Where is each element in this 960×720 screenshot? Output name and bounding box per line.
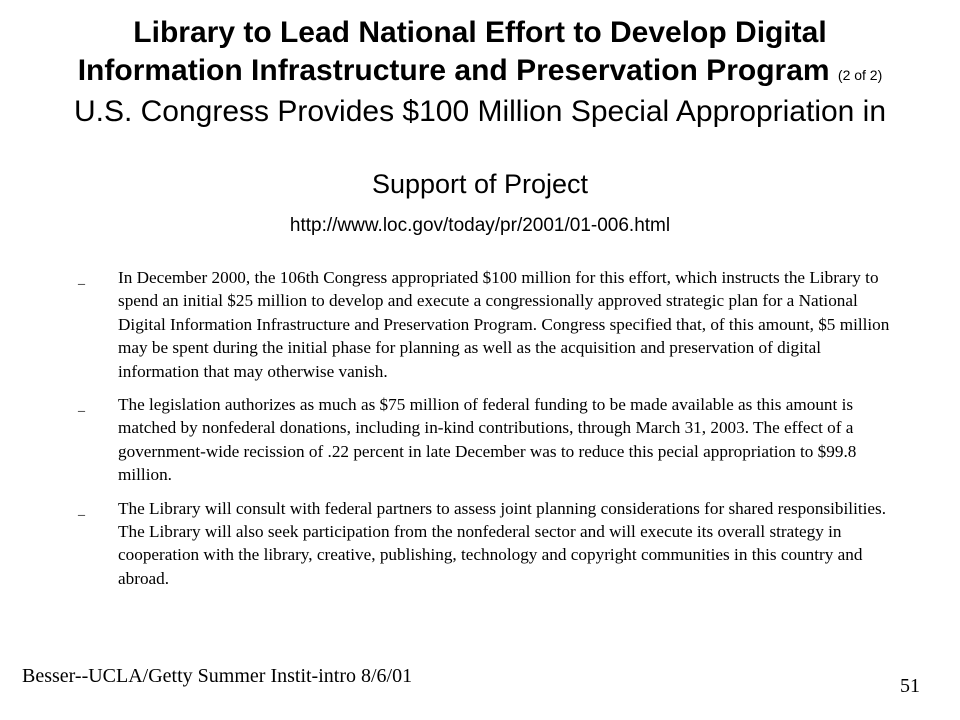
bullet-text: The legislation authorizes as much as $75 million of federal funding to be made available as this amount is matched by nonfederal donations, including in-kind contributions, through March 31, 2003. The effect of a government-wide recission of .22 percent in late December was to reduce this pecial appropriation to $99.8 million. [118,395,857,485]
bullet-item [78,393,898,487]
source-url: http://www.loc.gov/today/pr/2001/01-006.html [289,215,671,236]
bullet-text: In December 2000, the 106th Congress appropriated $100 million for this effort, which instructs the Library to spend an initial $25 million to develop and execute a congressionally approved strategic plan for a National Digital Information Infrastructure and Preservation Program. Congress specified that, of this amount, $5 million may be spent during the initial phase for planning as well as the acquisition and preservation of digital information that may otherwise vanish. [118,268,890,381]
title-line-1: Library to Lead National Effort to Develop Digital [133,16,827,49]
title-note: (2 of 2) [837,67,883,83]
bullet-marker: _ [78,399,85,415]
title-line-2-text: Information Infrastructure and Preservation Program [77,54,830,87]
bullet-item [78,266,898,383]
bullet-text: The Library will consult with federal partners to assess joint planning considerations for shared responsibilities. The Library will also seek participation from the nonfederal sector and will execute its overall strategy in cooperation with the library, creative, publishing, technology and copyright communities in this country and abroad. [118,498,887,588]
bullet-marker: _ [78,502,85,518]
page-number: 51 [900,675,920,697]
bullet-list [78,266,898,600]
subtitle-line-1: U.S. Congress Provides $100 Million Special Appropriation in [73,95,887,128]
bullet-item [78,497,898,591]
subtitle-line-2: Support of Project [371,169,589,199]
title-line-2 [20,52,940,94]
bullet-marker: _ [78,272,85,287]
footer-text: Besser--UCLA/Getty Summer Instit-intro 8/6/01 [22,665,413,687]
title-block [20,14,940,238]
